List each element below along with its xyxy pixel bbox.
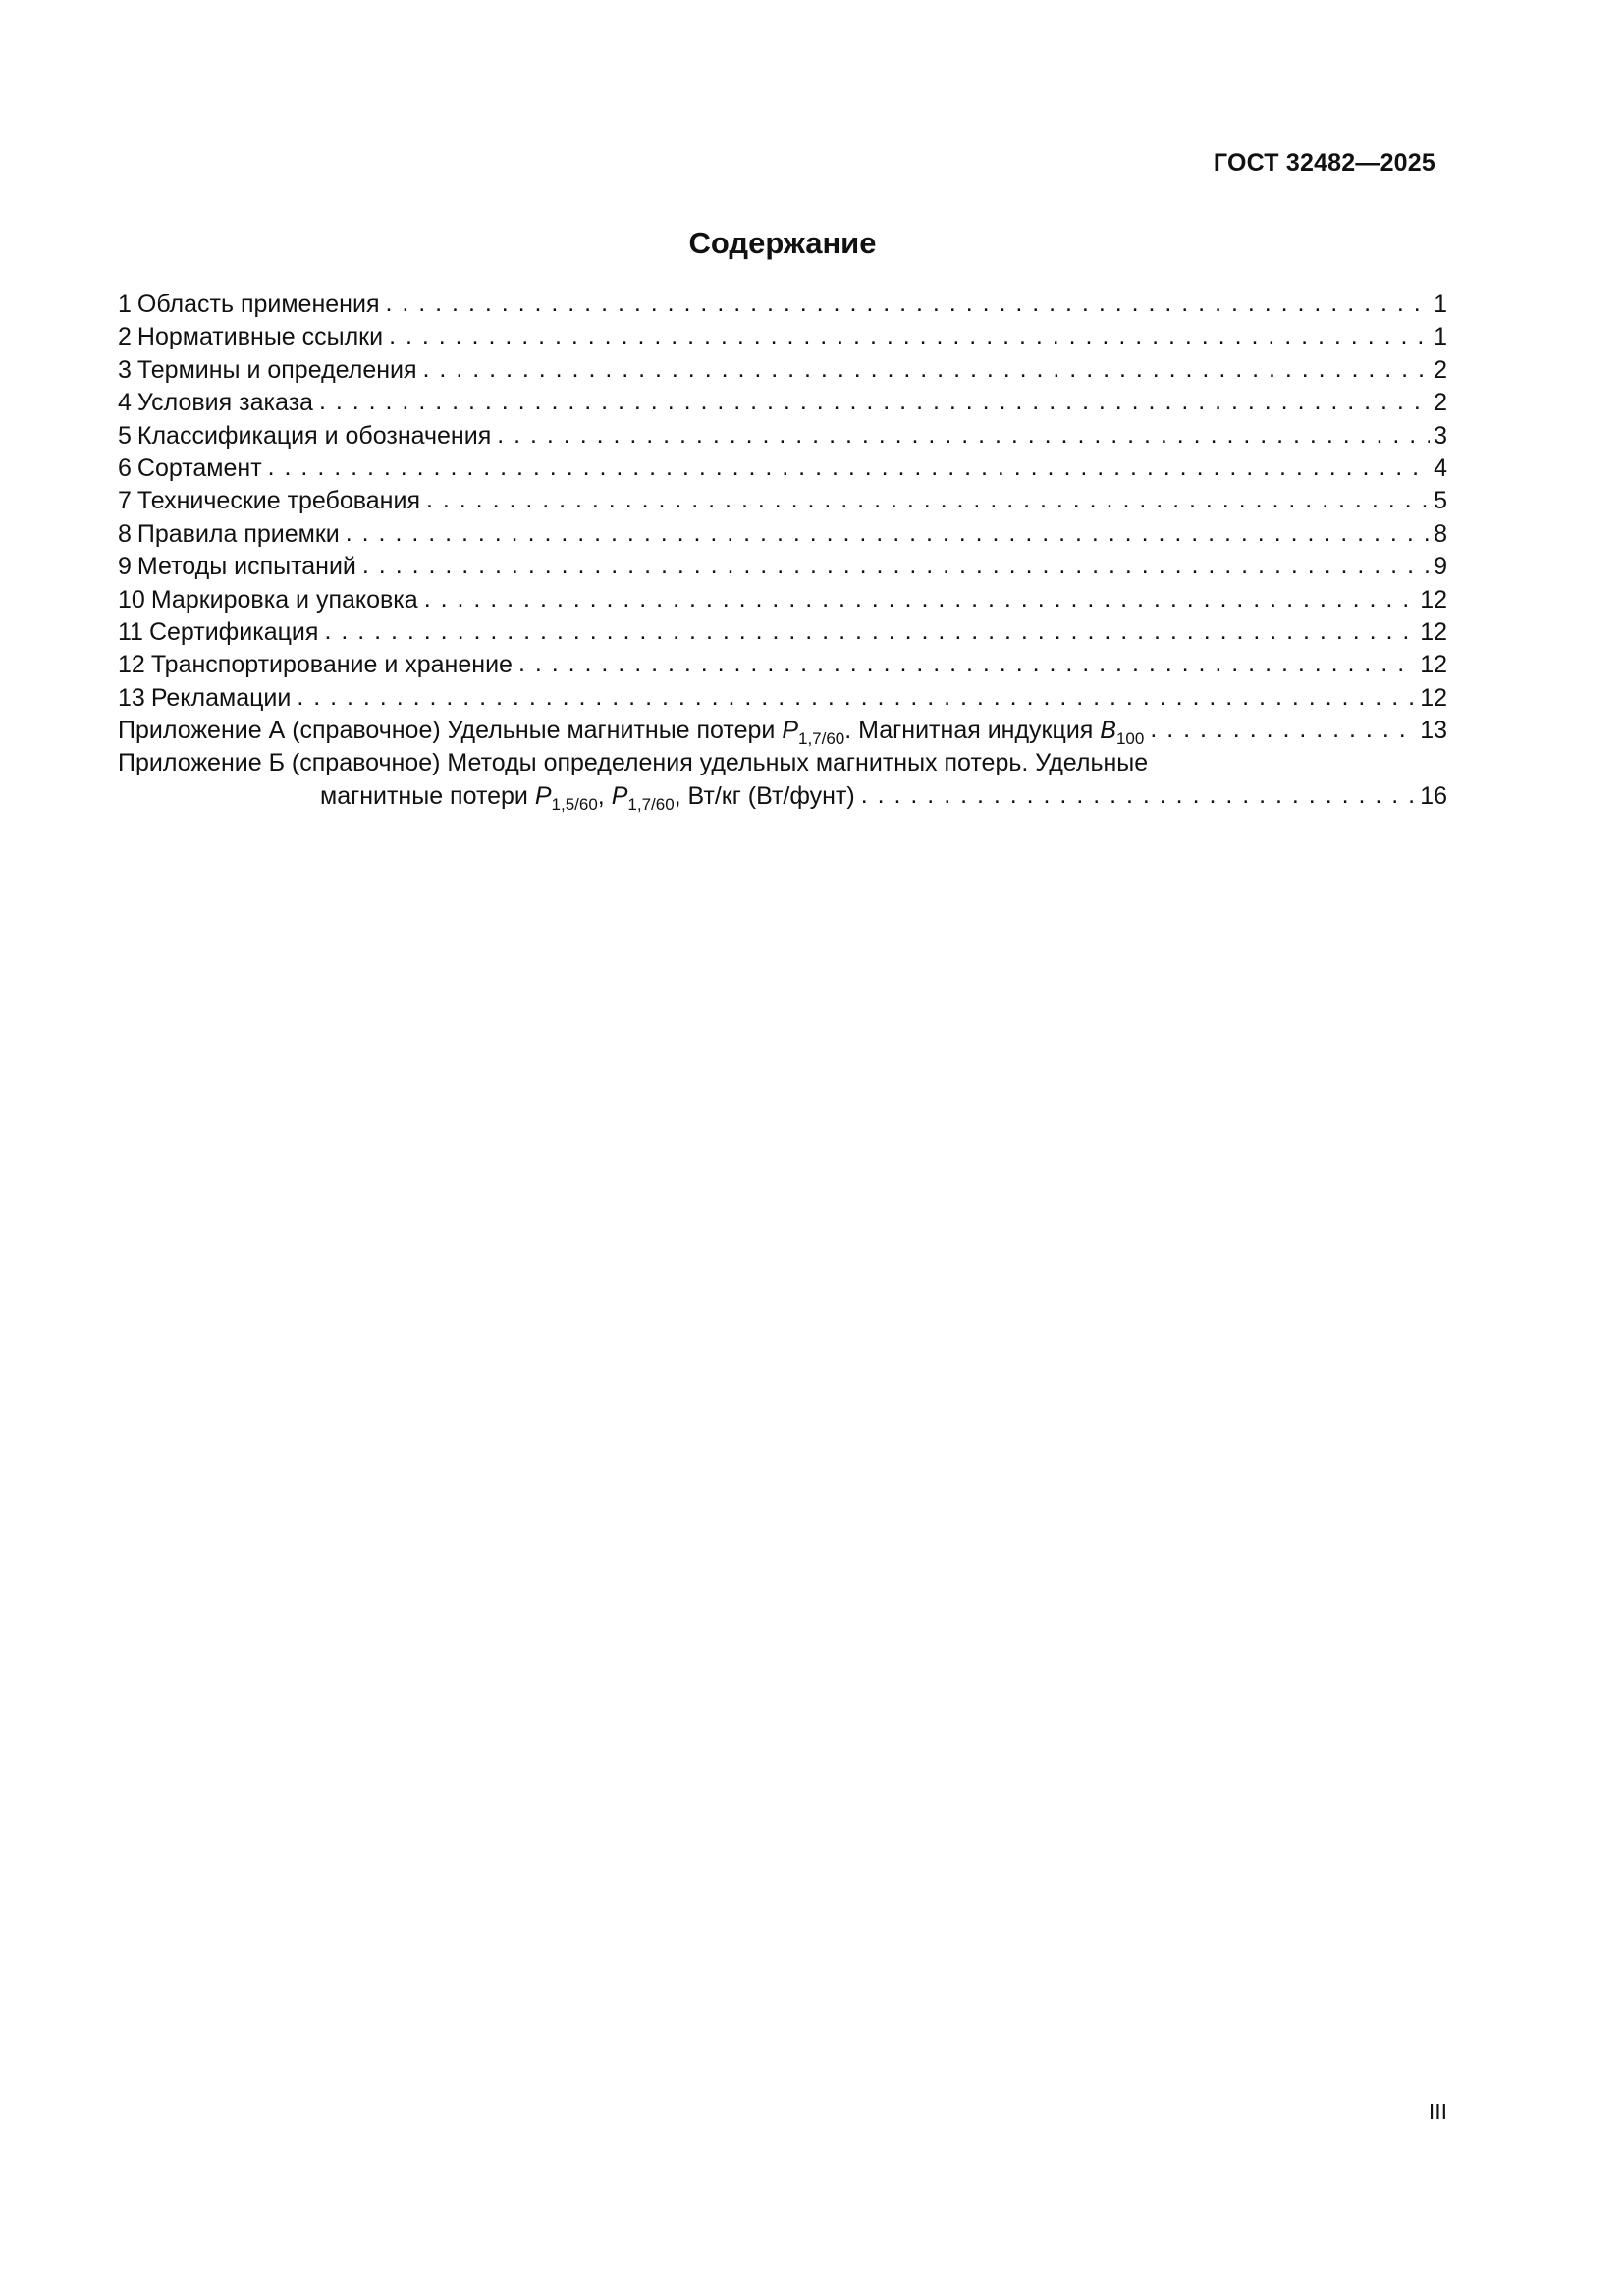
toc-entry-label: Правила приемки <box>136 519 340 548</box>
toc-entry-page: 5 <box>1434 487 1447 515</box>
toc-entry-label: Термины и определения <box>136 355 417 384</box>
toc-entry-page: 13 <box>1420 717 1447 745</box>
toc-leader-dots <box>297 681 1416 714</box>
toc-entry-page: 1 <box>1434 323 1447 351</box>
toc-leader-dots <box>389 320 1430 352</box>
toc-leader-dots <box>324 615 1416 648</box>
toc-entry-label-continued: магнитные потери $P_{1,5/60}$, $P_{1,7/60}$, Вт/кг (Вт/фунт) <box>320 781 855 814</box>
toc-entry-appendix-b-line1[interactable] <box>118 747 1447 779</box>
toc-entry-page: 12 <box>1420 585 1447 614</box>
toc-entry[interactable] <box>118 551 1447 583</box>
toc-entry-number: 6 <box>118 454 132 482</box>
toc-entry-appendix-b-line2[interactable] <box>118 780 1447 813</box>
toc-entry-label: Область применения <box>136 291 380 318</box>
toc-entry-number: 13 <box>118 683 145 712</box>
toc-entry[interactable] <box>118 420 1447 453</box>
toc-entry[interactable] <box>118 453 1447 485</box>
toc-entry-page: 1 <box>1434 291 1447 318</box>
page-number: III <box>1428 2099 1447 2124</box>
toc-entry-label: Рекламации <box>150 683 292 712</box>
toc-entry-appendix-a[interactable] <box>118 715 1447 747</box>
toc-entry-page: 4 <box>1434 454 1447 482</box>
toc-entry[interactable] <box>118 616 1447 649</box>
toc-title: Содержание <box>688 226 877 260</box>
toc-entry-label: Приложение Б (справочное) Методы определения удельных магнитных потерь. Удельные <box>118 749 1149 777</box>
toc-entry[interactable] <box>118 584 1447 616</box>
toc-leader-dots <box>497 419 1430 452</box>
toc-entry[interactable] <box>118 354 1447 387</box>
toc-entry-number: 5 <box>118 421 132 450</box>
toc-entry-label: Транспортирование и хранение <box>150 651 513 679</box>
toc-entry-label: Методы испытаний <box>136 553 356 581</box>
toc-entry-page: 8 <box>1434 519 1447 548</box>
toc-entry-page: 2 <box>1434 389 1447 417</box>
table-of-contents <box>118 289 1447 813</box>
doc-code: ГОСТ 32482—2025 <box>1213 149 1435 177</box>
toc-leader-dots <box>385 288 1430 320</box>
toc-entry-label: Сортамент <box>136 454 262 482</box>
toc-entry-number: 2 <box>118 323 132 351</box>
toc-entry-page: 12 <box>1420 617 1447 646</box>
toc-entry-page: 3 <box>1434 421 1447 450</box>
toc-leader-dots <box>1150 714 1416 746</box>
toc-entry-label: Приложение А (справочное) Удельные магнитные потери $P_{1,7/60}$. Магнитная индукция $B_{100}$ <box>118 717 1145 749</box>
toc-entry-label: Технические требования <box>136 487 420 515</box>
toc-leader-dots <box>518 648 1416 680</box>
toc-entries <box>118 289 1447 715</box>
toc-entry-number: 7 <box>118 487 132 515</box>
toc-leader-dots <box>424 583 1416 615</box>
toc-entry[interactable] <box>118 387 1447 419</box>
toc-entry-page: 16 <box>1420 781 1447 810</box>
toc-leader-dots <box>346 517 1430 550</box>
toc-entry-label: Классификация и обозначения <box>136 421 492 450</box>
toc-entry-label: Сертификация <box>148 617 319 646</box>
toc-leader-dots <box>319 386 1430 418</box>
toc-leader-dots <box>426 484 1430 516</box>
toc-entry-number: 11 <box>118 617 143 646</box>
toc-entry-label: Условия заказа <box>136 389 313 417</box>
toc-entry-number: 12 <box>118 651 145 679</box>
toc-entry-number: 1 <box>118 291 132 318</box>
toc-entry-number: 8 <box>118 519 132 548</box>
toc-leader-dots <box>423 353 1431 386</box>
toc-leader-dots <box>268 452 1430 484</box>
toc-entry[interactable] <box>118 485 1447 517</box>
toc-entry-label: Маркировка и упаковка <box>150 585 418 614</box>
toc-entry-number: 9 <box>118 553 132 581</box>
toc-leader-dots <box>861 779 1416 812</box>
toc-entry-page: 12 <box>1420 651 1447 679</box>
toc-entry[interactable] <box>118 289 1447 321</box>
toc-entry-page: 9 <box>1434 553 1447 581</box>
toc-entry[interactable] <box>118 649 1447 681</box>
toc-entry-number: 4 <box>118 389 132 417</box>
toc-entry[interactable] <box>118 518 1447 551</box>
toc-entry-number: 3 <box>118 355 132 384</box>
toc-entry[interactable] <box>118 682 1447 715</box>
toc-entry[interactable] <box>118 321 1447 353</box>
toc-entry-label: Нормативные ссылки <box>136 323 384 351</box>
toc-entry-page: 12 <box>1420 683 1447 712</box>
toc-leader-dots <box>362 550 1430 582</box>
toc-entry-page: 2 <box>1434 355 1447 384</box>
toc-entry-number: 10 <box>118 585 145 614</box>
